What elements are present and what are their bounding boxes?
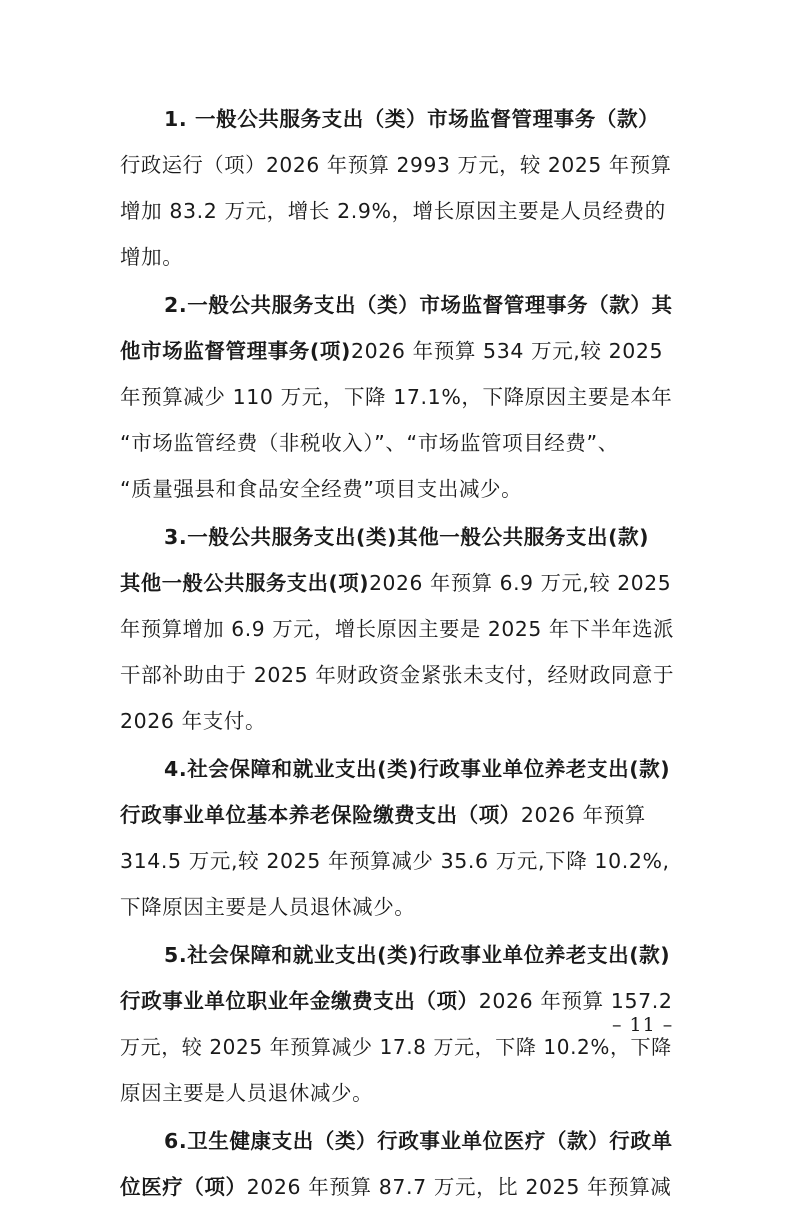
paragraph-line <box>120 514 676 560</box>
body-text: 原因主要是人员退休减少。 <box>120 1081 374 1105</box>
paragraph-line <box>120 792 676 838</box>
body-text: 万元，较 2025 年预算减少 17.8 万元，下降 10.2%，下降 <box>120 1035 672 1059</box>
paragraph-3 <box>120 514 676 744</box>
paragraph-line <box>120 96 676 142</box>
paragraph-line <box>120 142 676 188</box>
bold-text: 他市场监督管理事务(项) <box>120 339 351 363</box>
paragraph-line <box>120 932 676 978</box>
bold-text: 1. 一般公共服务支出（类）市场监督管理事务（款） <box>164 107 660 131</box>
body-text: 2026 年预算 157.2 <box>478 989 673 1013</box>
paragraph-line <box>120 466 676 512</box>
paragraph-line <box>120 978 676 1024</box>
body-text: 增加 83.2 万元，增长 2.9%，增长原因主要是人员经费的 <box>120 199 666 223</box>
paragraph-2 <box>120 282 676 512</box>
body-text: 314.5 万元,较 2025 年预算减少 35.6 万元,下降 10.2%, <box>120 849 670 873</box>
body-text: 2026 年预算 6.9 万元,较 2025 <box>369 571 672 595</box>
paragraph-line <box>120 1164 676 1210</box>
bold-text: 其他一般公共服务支出(项) <box>120 571 370 595</box>
paragraph-line <box>120 188 676 234</box>
paragraph-line <box>120 884 676 930</box>
paragraph-line <box>120 652 676 698</box>
body-text: 行政运行（项）2026 年预算 2993 万元，较 2025 年预算 <box>120 153 672 177</box>
bold-text: 行政事业单位职业年金缴费支出（项） <box>120 989 479 1013</box>
paragraph-line <box>120 838 676 884</box>
paragraph-line <box>120 1070 676 1116</box>
paragraph-5 <box>120 932 676 1116</box>
body-text: “市场监管经费（非税收入）”、“市场监管项目经费”、 <box>120 431 619 455</box>
paragraph-line <box>120 328 676 374</box>
body-text: “质量强县和食品安全经费”项目支出减少。 <box>120 477 523 501</box>
paragraph-line <box>120 282 676 328</box>
paragraph-line <box>120 746 676 792</box>
bold-text: 6.卫生健康支出（类）行政事业单位医疗（款）行政单 <box>164 1129 673 1153</box>
body-text: 2026 年预算 534 万元,较 2025 <box>350 339 664 363</box>
body-text: 2026 年支付。 <box>120 709 267 733</box>
paragraph-1 <box>120 96 676 280</box>
bold-text: 4.社会保障和就业支出(类)行政事业单位养老支出(款) <box>164 757 671 781</box>
paragraph-line <box>120 698 676 744</box>
paragraph-line <box>120 560 676 606</box>
body-text: 2026 年预算 <box>520 803 646 827</box>
body-text: 增加。 <box>120 245 184 269</box>
bold-text: 位医疗（项） <box>120 1175 247 1199</box>
paragraph-line <box>120 374 676 420</box>
body-text: 干部补助由于 2025 年财政资金紧张未支付，经财政同意于 <box>120 663 675 687</box>
paragraph-line <box>120 606 676 652</box>
document-body <box>120 96 676 1212</box>
paragraph-line <box>120 1024 676 1070</box>
bold-text: 行政事业单位基本养老保险缴费支出（项） <box>120 803 521 827</box>
bold-text: 5.社会保障和就业支出(类)行政事业单位养老支出(款) <box>164 943 671 967</box>
paragraph-line <box>120 420 676 466</box>
bold-text: 2.一般公共服务支出（类）市场监督管理事务（款）其 <box>164 293 673 317</box>
body-text: 2026 年预算 87.7 万元，比 2025 年预算减 <box>246 1175 672 1199</box>
bold-text: 3.一般公共服务支出(类)其他一般公共服务支出(款) <box>164 525 650 549</box>
paragraph-line <box>120 234 676 280</box>
body-text: 年预算减少 110 万元，下降 17.1%，下降原因主要是本年 <box>120 385 673 409</box>
body-text: 年预算增加 6.9 万元，增长原因主要是 2025 年下半年选派 <box>120 617 674 641</box>
paragraph-4 <box>120 746 676 930</box>
paragraph-6 <box>120 1118 676 1210</box>
paragraph-line <box>120 1118 676 1164</box>
page-number: – 11 – <box>612 1014 674 1036</box>
body-text: 下降原因主要是人员退休减少。 <box>120 895 416 919</box>
